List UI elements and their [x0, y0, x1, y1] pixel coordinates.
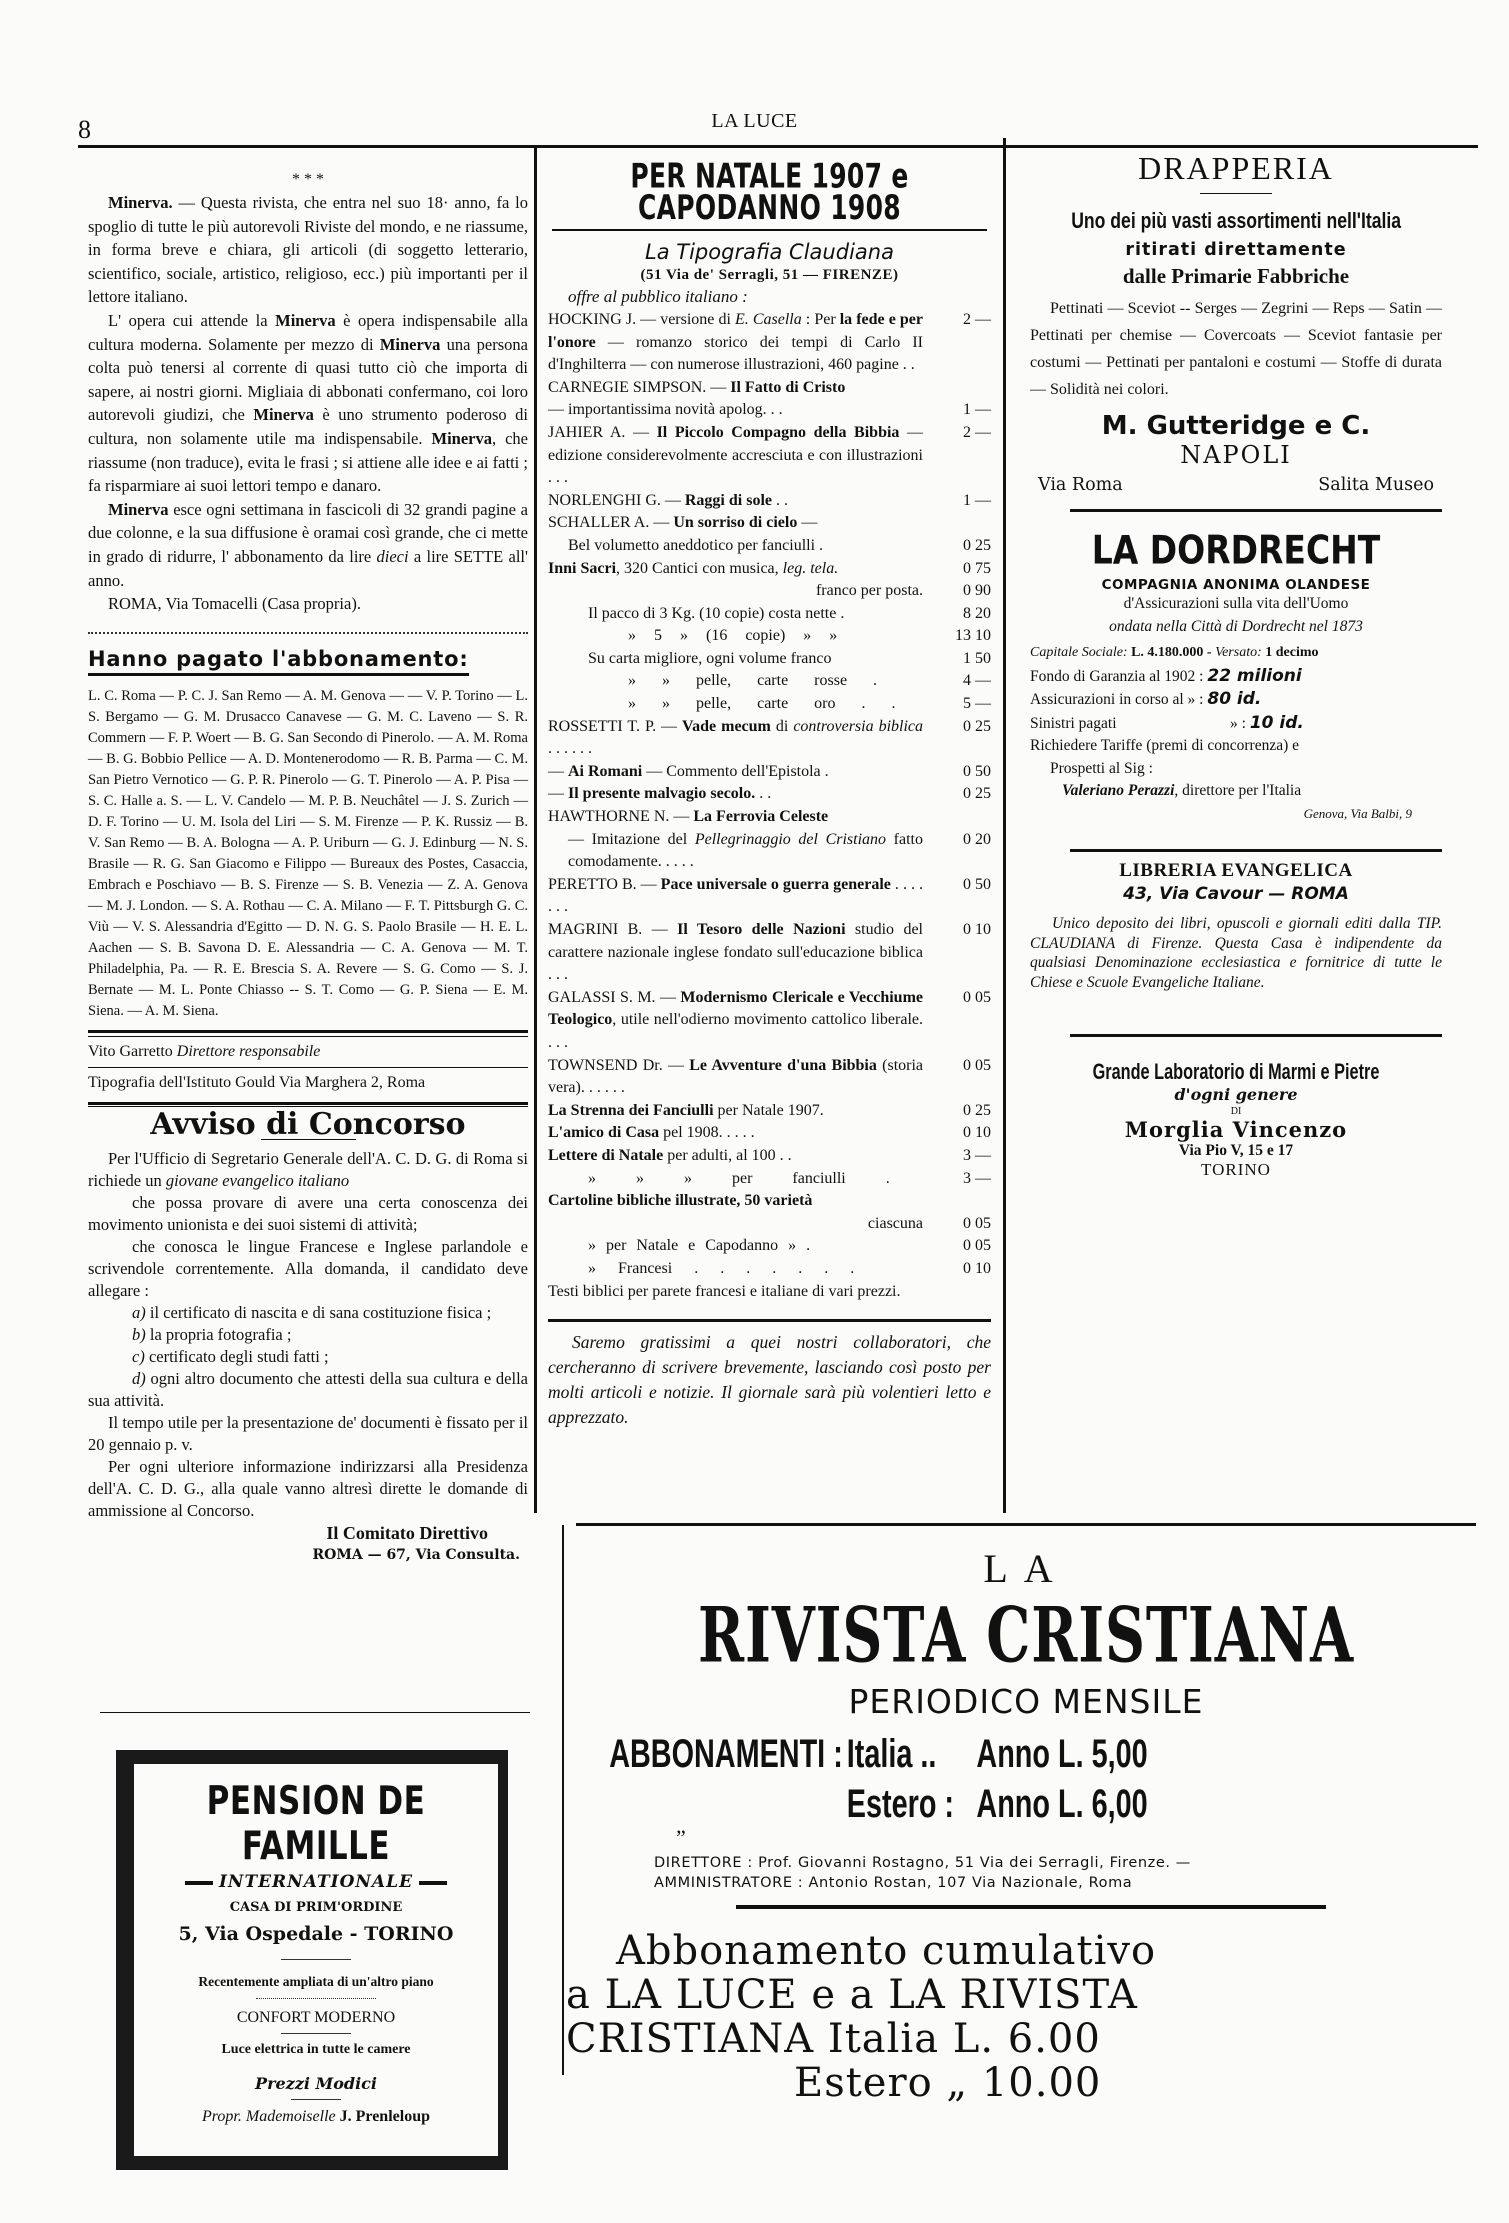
text: J. Prenleloup — [339, 2108, 430, 2125]
avviso-paragraph: Il tempo utile per la presentazione de' documenti è fissato per il 20 gennaio p. v. — [88, 1412, 528, 1454]
text: Assicurazioni in corso al » : — [1030, 691, 1208, 708]
pension-expanded: Recentemente ampliata di un'altro piano — [198, 1974, 434, 1989]
item-desc: Il pacco di 3 Kg. (10 copie) costa nette . — [588, 604, 845, 622]
mini-rule — [281, 1959, 351, 1960]
item-desc: » Francesi . . . . . . . — [588, 1259, 855, 1277]
item-desc: Su carta migliore, ogni volume franco — [588, 649, 832, 667]
text: il certificato di nascita e di sana costituzione fisica ; — [145, 1302, 492, 1322]
label: a) — [132, 1302, 146, 1322]
text: leg. tela. — [782, 559, 839, 577]
drapperia-address — [1030, 475, 1442, 495]
text: , 320 Cantici con musica, — [616, 559, 783, 577]
text: — Commento dell'Epistola . — [642, 762, 829, 780]
item-price: 8 20 — [963, 604, 991, 622]
text: » : — [1230, 714, 1250, 732]
rivista-top-rule — [576, 1523, 1476, 1526]
rivista-staff — [566, 1853, 1486, 1893]
pension-prices: Prezzi Modici — [255, 2074, 377, 2093]
text: Un sorriso di cielo — [673, 514, 798, 532]
text: La Strenna dei Fanciulli — [548, 1101, 714, 1119]
dordrecht-insurance — [1030, 688, 1442, 712]
marmi-title: Grande Laboratorio di Marmi e Pietre — [1092, 1059, 1380, 1084]
text: d'Assicurazioni sulla vita dell'Uomo — [1123, 595, 1349, 612]
text: , utile nell'odierno movimento cattolico liberale. . . . — [548, 1011, 923, 1051]
text: . . — [755, 785, 772, 803]
item-price: 0 50 — [963, 875, 991, 893]
item-desc — [548, 309, 923, 377]
text: PERETTO B. — — [548, 875, 661, 893]
publisher-name: La Tipografia Claudiana — [645, 240, 894, 265]
text: Minerva — [379, 334, 441, 354]
text: fatto comodamente. . . . . — [568, 830, 923, 871]
item-price: 0 05 — [963, 1214, 991, 1232]
item-desc: » » pelle, carte oro . . — [628, 695, 896, 713]
dordrecht-title: LA DORDRECHT — [1091, 526, 1381, 573]
page-number: 8 — [78, 115, 91, 144]
text: Fondo di Garanzia al 1902 : — [1030, 667, 1208, 685]
list-item — [548, 1213, 991, 1236]
pension-confort: CONFORT MODERNO — [236, 2009, 396, 2026]
item-price: 13 10 — [955, 627, 991, 645]
wavy-divider — [88, 624, 528, 634]
director-line — [88, 1041, 528, 1063]
drapperia-subhead-2: dalle Primarie Fabbriche — [1122, 264, 1350, 288]
text: L. 4.180.000 - — [1127, 645, 1216, 660]
text: Il Fatto di Cristo — [730, 378, 846, 396]
text: controversia biblica — [793, 717, 924, 735]
item-price: 0 10 — [963, 1124, 991, 1142]
dordrecht-claims — [1030, 712, 1442, 736]
price: Anno L. 5,00 — [976, 1732, 1148, 1776]
item-price: 0 25 — [963, 717, 991, 735]
text: SCHALLER A. — — [548, 514, 674, 532]
avviso-paragraph: che possa provare di avere una certa conoscenza dei movimento unionista e dei suoi sistemi di attività; — [88, 1192, 528, 1234]
dordrecht-body — [1030, 593, 1442, 825]
text: — — [797, 514, 818, 532]
marmi-subtitle: d'ogni genere — [1174, 1085, 1298, 1104]
text: Minerva — [253, 405, 314, 425]
text: Pace universale o guerra generale — [660, 875, 891, 893]
text: Capitale Sociale: — [1030, 645, 1128, 660]
text: Versato: — [1215, 645, 1262, 660]
item-price: 0 20 — [963, 830, 991, 848]
list-item — [548, 987, 991, 1055]
item-desc: » per Natale e Capodanno » . — [588, 1237, 811, 1255]
item-desc: » 5 » (16 copie) » » — [628, 627, 838, 645]
editorial-note: Saremo gratissimi a quei nostri collaboratori, che cercheranno di scrivere brevemente, lasciando così posto per molti articoli e notizie. Il giornale sarà più volentieri letto e apprezzato. — [548, 1332, 991, 1428]
text: GALASSI S. M. — — [548, 988, 681, 1006]
text: ogni altro documento che attesti della sua cultura e della sua attività. — [88, 1368, 528, 1410]
item-desc: Bel volumetto aneddotico per fanciulli . — [568, 536, 824, 554]
text: dieci — [376, 546, 409, 566]
text: Pellegrinaggio del Cristiano — [694, 830, 887, 848]
drapperia-firm: M. Gutteridge e C. — [1101, 411, 1371, 441]
libreria-address: 43, Via Cavour — ROMA — [1123, 884, 1349, 904]
text: ondata nella Città di Dordrecht nel 1873 — [1109, 617, 1363, 635]
list-item — [548, 716, 991, 761]
item-price: 0 90 — [963, 582, 991, 600]
item-price: 3 — — [963, 1146, 991, 1164]
rule — [1070, 849, 1442, 852]
item-price: 2 — — [963, 423, 991, 441]
left-bottom-rule — [100, 1712, 530, 1713]
list-item: Testi biblici per parete francesi e italiane di vari prezzi. — [548, 1282, 901, 1300]
item-price: 0 05 — [963, 1237, 991, 1255]
avviso-title: Avviso di Concorso — [150, 1107, 466, 1143]
text: la propria fotografia ; — [145, 1324, 292, 1344]
pension-title: PENSION DE FAMILLE — [206, 1779, 426, 1869]
text: — — [548, 762, 568, 780]
item-desc — [548, 761, 923, 784]
price: Anno L. 6,00 — [976, 1782, 1148, 1826]
text: : Per — [801, 310, 840, 328]
list-item — [548, 377, 991, 400]
list-item: Cartoline bibliche illustrate, 50 varietà — [548, 1192, 813, 1210]
text: pel 1908. . . . . — [659, 1124, 755, 1142]
pension-subtitle — [134, 1872, 498, 1892]
list-item — [548, 1100, 991, 1123]
list-item — [548, 490, 991, 513]
text: Minerva — [431, 428, 492, 448]
libreria-title: LIBRERIA EVANGELICA — [1119, 860, 1353, 881]
item-desc — [548, 874, 923, 919]
item-desc — [548, 919, 923, 987]
text: E. Casella — [735, 310, 802, 328]
text: MAGRINI B. — — [548, 921, 678, 938]
item-price: 0 10 — [963, 921, 991, 938]
drapperia-subhead: ritirati direttamente — [1125, 240, 1347, 260]
text: INTERNATIONALE — [218, 1872, 414, 1892]
item-desc — [548, 716, 923, 761]
avviso-item-b — [88, 1324, 528, 1346]
text: esce ogni settimana in fascicoli di 32 grandi pagine a due colonne, e la sua diffusione è oramai così grande, che ci mette in grado di ridurre, l' abbonamento da lire — [88, 499, 528, 566]
text: Valeriano Perazzi — [1062, 782, 1175, 799]
text: Vade mecum — [682, 717, 771, 735]
marmi-di: DI — [1230, 1106, 1242, 1117]
item-price: 0 05 — [963, 988, 991, 1006]
avviso-item-c — [88, 1346, 528, 1368]
text: 1 decimo — [1261, 645, 1319, 660]
combined-subscription — [566, 1929, 1486, 2105]
item-price: 2 — — [963, 310, 991, 328]
list-item — [548, 693, 991, 716]
text: HAWTHORNE N. — — [548, 808, 694, 826]
marmi-address: Via Pio V, 15 e 17 — [1178, 1142, 1294, 1159]
text: Propr. Mademoiselle — [202, 2108, 340, 2125]
label: ABBONAMENTI : — [609, 1732, 843, 1776]
item-desc: » » » per fanciulli . — [588, 1169, 890, 1187]
item-desc — [548, 1122, 923, 1145]
rivista-title: RIVISTA CRISTIANA — [698, 1590, 1354, 1680]
text: Prospetti al Sig : — [1050, 759, 1153, 777]
text: Sinistri pagati — [1030, 714, 1117, 732]
region: Estero : — [846, 1782, 955, 1826]
pension-class: CASA DI PRIM'ORDINE — [229, 1900, 403, 1915]
right-column — [1030, 150, 1442, 1180]
offer-intro: offre al pubblico italiano : — [568, 287, 748, 307]
avviso-paragraph: Per ogni ulteriore informazione indirizzarsi alla Presidenza dell'A. C. D. G., alla quale vanno altresì dirette le domande di ammissione al Concorso. — [88, 1456, 528, 1520]
dordrecht-company: COMPAGNIA ANONIMA OLANDESE — [1101, 577, 1371, 593]
text: . . . . . . . — [548, 875, 923, 916]
text: CARNEGIE SIMPSON. — — [548, 378, 731, 396]
list-item — [548, 422, 991, 490]
item-price: 0 25 — [963, 785, 991, 803]
list-item — [548, 648, 991, 671]
list-item — [548, 399, 991, 422]
text: — edizione considerevolmente accresciuta e con illustrazioni . . . — [548, 423, 923, 487]
text: Estero „ 10.00 — [794, 2060, 1102, 2106]
masthead-title: LA LUCE — [711, 110, 798, 132]
drapperia-title: DRAPPERIA — [1138, 150, 1334, 186]
libreria-body: Unico deposito dei libri, opuscoli e giornali editi dalla TIP. CLAUDIANA di Firenze. Questa Casa è indipendente da qualsiasi Denominazione ecclesiastica e fornitrice di tutte le Chiese e Scuole Evangeliche Italiane. — [1030, 915, 1442, 991]
item-price: 1 50 — [963, 649, 991, 667]
double-rule — [88, 1030, 528, 1037]
list-item — [548, 580, 991, 603]
rule — [552, 229, 987, 231]
text: 22 milioni — [1207, 665, 1302, 686]
list-item — [548, 512, 991, 535]
minerva-paragraph-3 — [88, 498, 528, 592]
column-divider-right — [1003, 138, 1006, 1513]
minerva-paragraph-1 — [88, 191, 528, 309]
rivista-advertisement — [566, 1545, 1486, 2105]
text: . . — [772, 491, 788, 509]
rule — [1070, 1034, 1442, 1037]
text: Minerva — [108, 499, 169, 519]
column-divider-left — [534, 148, 537, 1513]
minerva-address: ROMA, Via Tomacelli (Casa propria). — [108, 594, 361, 614]
list-item — [548, 1122, 991, 1145]
item-price: 1 — — [963, 401, 991, 419]
dordrecht-capital — [1030, 642, 1442, 665]
list-item — [548, 535, 991, 558]
text: Le Avventure d'una Bibbia — [689, 1056, 877, 1074]
avviso-body — [88, 1148, 528, 1566]
text: Ai Romani — [568, 762, 643, 780]
item-price: 0 25 — [963, 1101, 991, 1119]
item-desc — [548, 1055, 923, 1100]
director-role: Direttore responsabile — [176, 1043, 321, 1061]
administrator: AMMINISTRATORE : Antonio Rostan, 107 Via Nazionale, Roma — [654, 1875, 1133, 1891]
subscription-row — [609, 1779, 1228, 1829]
text: — Imitazione del — [568, 830, 695, 848]
text: certificato degli studi fatti ; — [144, 1346, 329, 1366]
publisher-address: (51 Via de' Serragli, 51 — FIRENZE) — [640, 266, 899, 283]
item-desc — [548, 422, 923, 490]
christmas-title: PER NATALE 1907 e CAPODANNO 1908 — [630, 156, 909, 227]
drapperia-body: Pettinati — Sceviot -- Serges — Zegrini — Reps — Satin — Pettinati per chemise — Covercoats — Sceviot fantasie per costumi — Pettinati per pantaloni e costumi — Stoffe di durata — Solidità nei colori. — [1030, 300, 1442, 398]
list-item — [548, 806, 991, 829]
text: Abbonamento cumulativo — [616, 1928, 1157, 1974]
item-desc: » » pelle, carte rosse . — [628, 672, 878, 690]
text: una persona colta può tenersi al corrente di quasi tutto ciò che importa di sapere, ai nostri giorni. Migliaia di abbonati confermano, coi loro autorevoli giudizi, che — [88, 334, 528, 425]
marmi-owner: Morglia Vincenzo — [1124, 1117, 1348, 1142]
text: giovane evangelico italiano — [165, 1170, 350, 1190]
list-item — [548, 1258, 991, 1281]
printer-line: Tipografia dell'Istituto Gould Via Marghera 2, Roma — [88, 1074, 426, 1092]
list-item — [548, 829, 991, 874]
text: Il Tesoro delle Nazioni — [677, 921, 846, 938]
item-desc — [548, 829, 923, 874]
text: — — [548, 785, 568, 803]
rivista-periodicity: PERIODICO MENSILE — [848, 1682, 1204, 1721]
pension-electric: Luce elettrica in tutte le camere — [221, 2042, 411, 2057]
header-rule — [78, 145, 1478, 148]
avviso-signature-address: ROMA — 67, Via Consulta. — [312, 1546, 520, 1563]
item-price: 0 75 — [963, 559, 991, 577]
text: Il Piccolo Compagno della Bibbia — [656, 423, 900, 441]
text: studio del carattere nazionale inglese fondato sull'educazione biblica . . . — [548, 921, 923, 984]
avviso-paragraph: che conosca le lingue Francese e Inglese parlandole e scrivendole correntemente. Alla domanda, il candidato deve allegare : — [88, 1236, 528, 1300]
list-item — [548, 1055, 991, 1100]
text: Minerva — [275, 310, 336, 330]
text: Genova, Via Balbi, 9 — [1303, 805, 1412, 821]
thin-rule — [88, 1067, 528, 1068]
ditto-mark: ” — [676, 1825, 686, 1850]
rivista-subscriptions — [566, 1729, 1228, 1829]
item-desc: franco per posta. — [815, 582, 923, 600]
minerva-lead: Minerva. — [108, 193, 173, 212]
rule — [736, 1905, 1326, 1909]
text: , direttore per l'Italia — [1174, 782, 1302, 799]
item-price: 5 — — [963, 695, 991, 713]
avviso-item-a — [88, 1302, 528, 1324]
pension-address: 5, Via Ospedale - TORINO — [178, 1923, 454, 1945]
text: è uno strumento poderoso di cultura, non solamente utile ma indispensabile. — [88, 405, 528, 448]
text: — romanzo storico dei tempi di Carlo II d'Inghilterra — con numerose illustrazioni, 460 pagine . . — [548, 333, 923, 374]
avviso-paragraph — [88, 1148, 528, 1192]
director-name: Vito Garretto — [88, 1043, 177, 1061]
item-price: 0 50 — [963, 762, 991, 780]
dordrecht-fund — [1030, 665, 1442, 689]
subscription-row — [609, 1729, 1228, 1779]
dordrecht-contact — [1030, 780, 1442, 803]
text: , che riassume (non traduce), evita le frasi ; si attiene alle idee e ai fatti ; fa risparmiare ai suoi lettori tempo e danaro. — [88, 428, 528, 496]
item-desc — [548, 1100, 923, 1123]
text: la fede e per l'onore — [548, 310, 924, 351]
list-item — [548, 919, 991, 987]
text: JAHIER A. — — [548, 423, 657, 441]
text: . . . . . . — [548, 740, 592, 758]
item-desc — [548, 783, 923, 806]
list-item — [548, 625, 991, 648]
item-desc: — importantissima novità apolog. . . — [548, 401, 783, 419]
minerva-paragraph-2 — [88, 309, 528, 498]
text: 80 id. — [1207, 689, 1262, 709]
text: a lire SETTE all' anno. — [88, 546, 528, 590]
mini-rule — [281, 2033, 351, 2034]
text: La Ferrovia Celeste — [693, 808, 829, 826]
text: (storia vera). . . . . . — [548, 1056, 924, 1097]
item-desc — [548, 987, 923, 1055]
region: Italia .. — [846, 1732, 937, 1776]
text: è opera indispensabile alla cultura moderna. Solamente per mezzo di — [88, 310, 528, 354]
text: TOWNSEND Dr. — — [548, 1056, 690, 1074]
avviso-item-d — [88, 1368, 528, 1412]
minerva-text: — Questa rivista, che entra nel suo 18· anno, fa lo spoglio di tutte le più autorevoli Riviste del mondo, e ne riassume, in forma breve e chiara, gli articoli (di soggetto letterario, scientifico, sociale, artistico, religioso, ecc.) più importanti per il lettore italiano. — [88, 193, 528, 307]
text: L' opera cui attende la — [108, 310, 276, 330]
list-item — [548, 761, 991, 784]
item-price: 0 10 — [963, 1259, 991, 1277]
label: b) — [132, 1324, 146, 1344]
rule — [1070, 509, 1442, 512]
pension-proprietor — [134, 2108, 498, 2126]
wavy-rule — [256, 1998, 376, 1999]
list-item — [548, 1168, 991, 1191]
text: Inni Sacri — [548, 559, 617, 577]
list-item — [548, 783, 991, 806]
text: Lettere di Natale — [548, 1146, 664, 1164]
paid-subscriptions-title: Hanno pagato l'abbonamento: — [88, 648, 469, 677]
list-item — [548, 603, 991, 626]
item-price: 4 — — [963, 672, 991, 690]
left-column — [88, 165, 528, 1566]
mini-rule — [291, 2099, 341, 2100]
list-item — [548, 309, 991, 377]
list-item — [548, 1145, 991, 1168]
text: a LA LUCE e a LA RIVISTA — [566, 1972, 1138, 2018]
text: Il presente malvagio secolo. — [568, 785, 756, 803]
avviso-signature: Il Comitato Direttivo — [326, 1522, 488, 1543]
drapperia-city: NAPOLI — [1180, 441, 1292, 469]
label: c) — [132, 1346, 145, 1366]
bar — [419, 1881, 447, 1885]
drapperia-headline: Uno dei più vasti assortimenti nell'Italia — [1071, 208, 1402, 233]
list-item — [548, 1235, 991, 1258]
bar — [185, 1881, 213, 1885]
text: Via Roma — [1038, 475, 1123, 495]
text: per adulti, al 100 . . — [663, 1146, 792, 1164]
text: Salita Museo — [1318, 475, 1434, 495]
item-desc: ciascuna — [867, 1214, 923, 1232]
marmi-city: TORINO — [1201, 1160, 1271, 1179]
item-price: 3 — — [963, 1169, 991, 1187]
text: ROSSETTI T. P. — — [548, 717, 683, 735]
item-price: 0 25 — [963, 536, 991, 554]
item-desc — [548, 1145, 923, 1168]
text: Raggi di sole — [684, 491, 772, 509]
short-rule — [1200, 193, 1272, 194]
text: L'amico di Casa — [548, 1124, 660, 1142]
list-item — [548, 874, 991, 919]
item-price: 1 — — [963, 491, 991, 509]
text: HOCKING J. — versione di — [548, 310, 735, 328]
text: di — [770, 717, 794, 735]
item-desc — [548, 558, 923, 581]
pension-advertisement — [116, 1750, 508, 2170]
label: d) — [132, 1368, 146, 1388]
text: 10 id. — [1249, 712, 1304, 733]
text: Modernismo Clericale e Vecchiume Teologico — [548, 988, 923, 1029]
section-stars: * * * — [292, 171, 324, 188]
paid-subscriptions-list: L. C. Roma — P. C. J. San Remo — A. M. Genova — — V. P. Torino — L. S. Bergamo — G. M. Drusacco Canavese — G. M. C. Laveno — S. R. Commern — F. P. Woert — B. G. San Secondo di Pinerolo. — A. M. Roma — B. G. Bobbio Pellice — A. D. Montenerodomo — R. B. Parma — C. M. San Pietro Vernotico — G. P. R. Pinerolo — G. T. Pinerolo — A. P. Pisa — S. C. Halle a. S. — L. V. Candelo — M. P. B. Neuchâtel — J. S. Zurich — D. F. Torino — U. M. Isola del Liri — S. M. Firenze — P. K. Russiz — B. V. San Remo — B. A. Bologna — A. P. Uriburn — G. J. Edinburg — N. S. Brasile — R. G. San Giacomo e Filippo — Bureaux des Postes, Casaccia, Embrach e Poschiavo — B. S. Firenze — S. B. Venezia — Z. A. Genova — M. J. London. — S. A. Rothau — C. A. Milano — F. T. Pittsburgh G. C. Viù — V. S. Alessandria d'Egitto — D. N. G. S. Paolo Brasile — H. E. L. Aachen — S. B. Savona D. E. Alessandria — C. A. Genova — M. T. Philadelphia, Pa. — R. E. Brescia S. A. Revere — S. G. Como — S. J. Bernate — M. L. Ponte Chiasso -- S. T. Como — G. P. Siena — E. M. Siena. — A. M. Siena. — [88, 688, 528, 1020]
text: Richiedere Tariffe (premi di concorrenza) e — [1030, 737, 1300, 754]
director: DIRETTORE : Prof. Giovanni Rostagno, 51 Via dei Serragli, Firenze. — — [654, 1855, 1191, 1871]
rule — [548, 1319, 991, 1322]
middle-column — [548, 156, 991, 1430]
rivista-la: LA — [983, 1546, 1069, 1591]
item-desc — [548, 490, 923, 513]
list-item — [548, 558, 991, 581]
text: per Natale 1907. — [713, 1101, 824, 1119]
item-price: 0 05 — [963, 1056, 991, 1074]
text: CRISTIANA Italia L. 6.00 — [566, 2016, 1101, 2062]
text: NORLENGHI G. — — [548, 491, 685, 509]
list-item — [548, 670, 991, 693]
text: Per l'Ufficio di Segretario Generale dell'A. C. D. G. di Roma si richiede un — [88, 1148, 528, 1190]
column-divider-bottom — [562, 1525, 564, 2075]
